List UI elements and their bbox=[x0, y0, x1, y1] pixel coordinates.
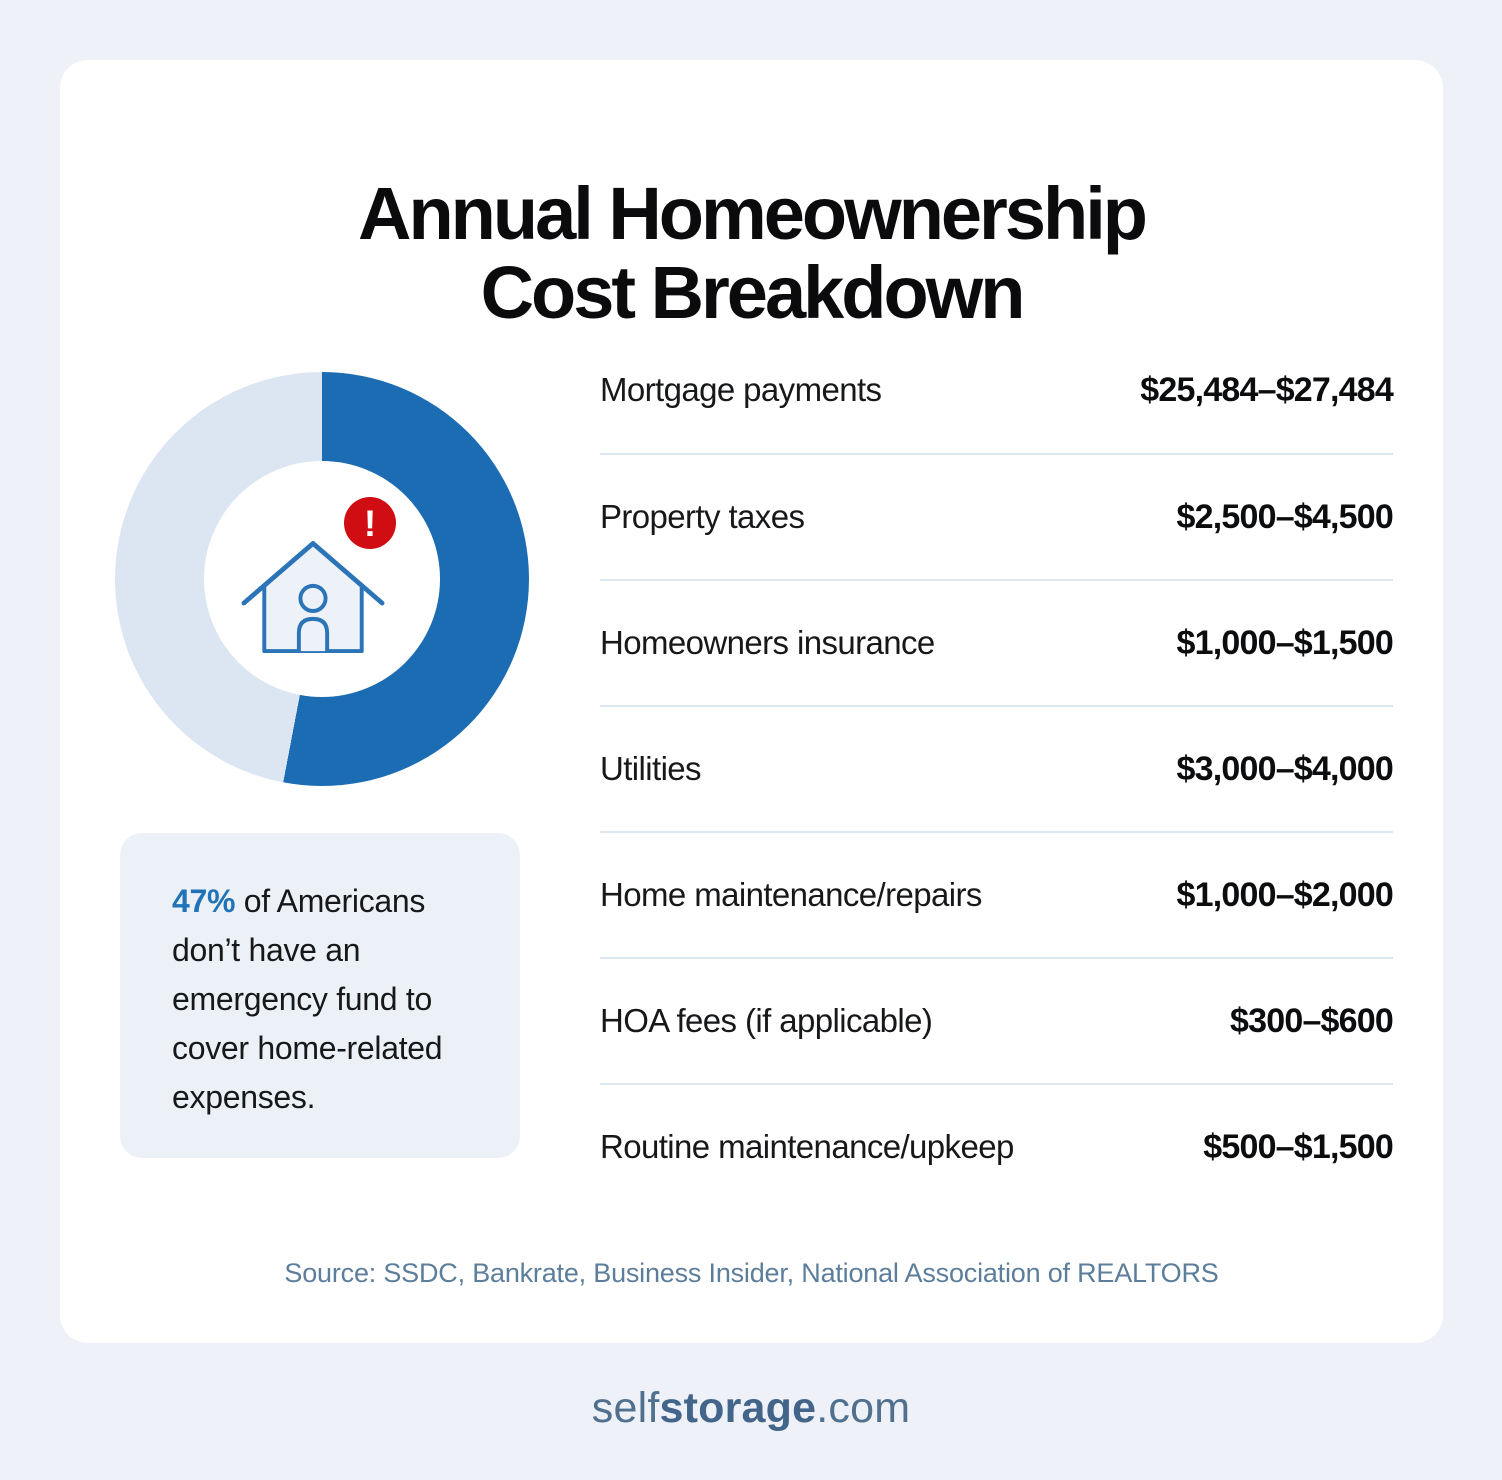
stat-callout bbox=[120, 833, 520, 1158]
cost-value: $3,000–$4,000 bbox=[1176, 749, 1393, 788]
cost-label: HOA fees (if applicable) bbox=[600, 1002, 933, 1039]
selfstorage-logo bbox=[0, 1384, 1502, 1433]
cost-label: Utilities bbox=[600, 750, 701, 787]
cost-table bbox=[600, 327, 1393, 1209]
house-alert-illustration bbox=[234, 503, 410, 655]
table-row bbox=[600, 327, 1393, 453]
stat-text: of Americans don’t have an emergency fund to cover home-related expenses. bbox=[172, 883, 443, 1115]
table-row bbox=[600, 579, 1393, 705]
alert-badge bbox=[344, 497, 396, 549]
exclamation-icon: ! bbox=[363, 502, 377, 544]
cost-label: Routine maintenance/upkeep bbox=[600, 1128, 1014, 1165]
donut-chart bbox=[115, 372, 529, 786]
table-row bbox=[600, 705, 1393, 831]
cost-value: $1,000–$2,000 bbox=[1176, 875, 1393, 914]
cost-label: Home maintenance/repairs bbox=[600, 876, 982, 913]
stat-percentage: 47% bbox=[172, 883, 236, 919]
logo-part-self: self bbox=[591, 1384, 660, 1432]
infographic-card bbox=[60, 60, 1443, 1343]
page-title-line1: Annual Homeownership bbox=[358, 171, 1145, 255]
logo-part-storage: storage bbox=[659, 1384, 817, 1432]
cost-value: $2,500–$4,500 bbox=[1176, 497, 1393, 536]
cost-value: $25,484–$27,484 bbox=[1140, 370, 1393, 409]
table-row bbox=[600, 453, 1393, 579]
source-attribution: Source: SSDC, Bankrate, Business Insider, National Association of REALTORS bbox=[284, 1258, 1219, 1288]
page-title-line2: Cost Breakdown bbox=[480, 250, 1023, 334]
table-row bbox=[600, 831, 1393, 957]
cost-value: $1,000–$1,500 bbox=[1176, 623, 1393, 662]
page-title bbox=[60, 171, 1443, 334]
logo-part-com: .com bbox=[816, 1384, 911, 1432]
cost-value: $500–$1,500 bbox=[1203, 1127, 1393, 1166]
cost-label: Homeowners insurance bbox=[600, 624, 935, 661]
cost-value: $300–$600 bbox=[1230, 1001, 1393, 1040]
cost-label: Property taxes bbox=[600, 498, 805, 535]
table-row bbox=[600, 957, 1393, 1083]
donut-chart-hole bbox=[204, 461, 440, 697]
cost-label: Mortgage payments bbox=[600, 371, 882, 408]
table-row bbox=[600, 1083, 1393, 1209]
